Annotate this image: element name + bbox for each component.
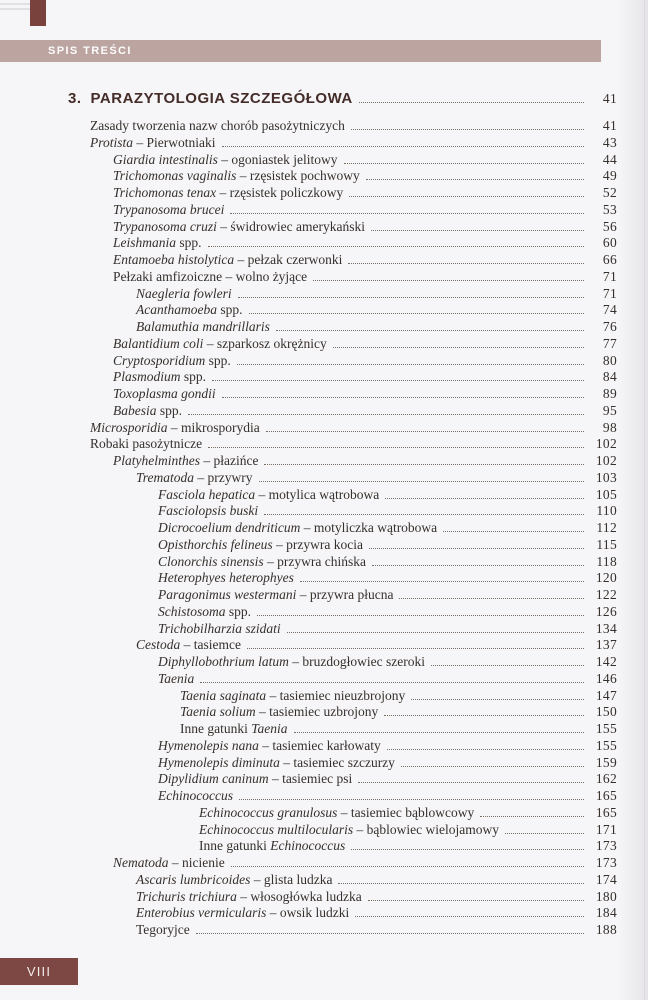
toc-entry-page: 165: [595, 788, 617, 803]
dotted-leader: [237, 364, 584, 365]
toc-entry[interactable]: [0, 302, 617, 319]
dotted-leader: [480, 816, 584, 817]
toc-entry-title: Schistosoma spp.: [158, 603, 252, 619]
toc-entry-page: 155: [595, 721, 617, 736]
toc-entry-title: Naegleria fowleri: [136, 285, 232, 301]
toc-entry-page: 110: [596, 503, 617, 519]
toc-entry[interactable]: [0, 838, 617, 855]
toc-entry-page: 66: [602, 252, 617, 267]
toc-entry-page: 173: [595, 855, 617, 870]
toc-entry[interactable]: [0, 755, 617, 772]
toc-entry-title: Trematoda – przywry: [136, 469, 253, 485]
toc-entry-page: 103: [595, 469, 617, 485]
toc-entry-page: 71: [602, 285, 617, 301]
toc-entry[interactable]: [0, 855, 617, 872]
toc-entry[interactable]: [0, 336, 617, 353]
toc-entry-title: Entamoeba histolytica – pełzak czerwonki: [113, 252, 343, 267]
toc-entry-page: 43: [602, 134, 617, 150]
toc-entry[interactable]: [0, 453, 617, 470]
dotted-leader: [372, 565, 584, 566]
dotted-leader: [259, 481, 585, 482]
toc-entry-title: Diphyllobothrium latum – bruzdogłowiec szeroki: [158, 654, 425, 669]
chapter-page-number: 41: [602, 91, 617, 106]
dotted-leader: [371, 230, 584, 231]
toc-entry[interactable]: [0, 168, 617, 185]
toc-entry-title: Inne gatunki Taenia: [180, 721, 288, 736]
toc-entry-page: 173: [595, 838, 617, 854]
toc-entry-page: 76: [602, 319, 617, 334]
toc-entry-page: 52: [602, 185, 617, 200]
toc-entry-page: 77: [602, 335, 617, 351]
dotted-leader: [344, 163, 585, 164]
dotted-leader: [212, 380, 584, 381]
toc-entry[interactable]: [0, 721, 617, 738]
dotted-leader: [230, 213, 584, 214]
toc-entry-page: 41: [602, 118, 617, 133]
toc-entry-page: 137: [595, 637, 617, 653]
toc-entry-title: Echinococcus multilocularis – bąblowiec wielojamowy: [199, 821, 499, 837]
toc-entry[interactable]: [0, 403, 617, 420]
toc-entry[interactable]: [0, 537, 617, 554]
toc-entry[interactable]: [0, 905, 617, 922]
toc-entry-page: 71: [602, 268, 617, 284]
toc-entry[interactable]: [0, 235, 617, 252]
toc-entry-page: 102: [595, 453, 617, 468]
dotted-leader: [387, 749, 584, 750]
toc-entry[interactable]: [0, 554, 617, 571]
toc-entry-page: 102: [595, 436, 617, 452]
page-number-label: VIII: [26, 964, 52, 979]
toc-entry-page: 95: [602, 402, 617, 418]
toc-entry-page: 159: [595, 754, 617, 770]
toc-entry[interactable]: [0, 604, 617, 621]
dotted-leader: [208, 447, 584, 448]
toc-entry[interactable]: [0, 771, 617, 788]
dotted-leader: [338, 883, 584, 884]
toc-entry-page: 162: [595, 771, 617, 787]
toc-entry-title: Ascaris lumbricoides – glista ludzka: [136, 871, 333, 887]
toc-entry-page: 150: [595, 704, 617, 720]
toc-entry[interactable]: [0, 386, 617, 403]
toc-entry-page: 49: [602, 168, 617, 184]
toc-entry-title: Trichomonas tenax – rzęsistek policzkowy: [113, 185, 344, 200]
toc-entry-page: 165: [595, 804, 617, 820]
toc-entry-title: Echinococcus granulosus – tasiemiec bąblowcowy: [199, 804, 475, 820]
toc-entry[interactable]: [0, 570, 617, 587]
toc-entry[interactable]: [0, 654, 617, 671]
dotted-leader: [385, 498, 584, 499]
toc-entry[interactable]: [0, 135, 617, 152]
dotted-leader: [247, 648, 584, 649]
toc-entry[interactable]: [0, 369, 617, 386]
dotted-leader: [300, 581, 584, 582]
toc-entry-page: 188: [595, 922, 617, 937]
toc-entry-title: Dicrocoelium dendriticum – motyliczka wątrobowa: [158, 520, 438, 535]
dotted-leader: [222, 397, 584, 398]
dotted-leader: [222, 146, 584, 147]
toc-entry-title: Cestoda – tasiemce: [136, 637, 241, 653]
toc-entry-title: Trichomonas vaginalis – rzęsistek pochwowy: [113, 168, 360, 184]
toc-entry[interactable]: [0, 671, 617, 688]
toc-entry-title: Protista – Pierwotniaki: [90, 134, 216, 150]
toc-entry[interactable]: [0, 470, 617, 487]
dotted-leader: [276, 330, 584, 331]
dotted-leader: [399, 598, 584, 599]
toc-entry-page: 120: [595, 570, 617, 586]
dotted-leader: [188, 414, 584, 415]
dotted-leader: [369, 548, 584, 549]
toc-entry-page: 146: [595, 670, 617, 686]
toc-entry[interactable]: [0, 269, 617, 286]
toc-entry-title: Fasciolopsis buski: [158, 503, 259, 519]
toc-chapter-entry[interactable]: [0, 89, 617, 108]
dotted-leader: [287, 632, 584, 633]
toc-entry-title: Paragonimus westermani – przywra płucna: [158, 587, 394, 602]
toc-entry-page: 155: [595, 737, 617, 753]
toc-entry-title: Heterophyes heterophyes: [158, 570, 294, 586]
toc-entry-page: 126: [595, 603, 617, 619]
dotted-leader: [294, 732, 585, 733]
toc-entry[interactable]: [0, 152, 617, 169]
toc-entry-title: Balantidium coli – szparkosz okrężnicy: [113, 335, 327, 351]
toc-entry-page: 112: [596, 520, 617, 535]
toc-entry-title: Plasmodium spp.: [113, 369, 207, 385]
toc-entry-page: 56: [602, 218, 617, 234]
toc-entry-title: Trypanosoma cruzi – świdrowiec amerykański: [113, 218, 365, 234]
toc-entry-page: 122: [595, 587, 617, 602]
toc-entry-title: Opisthorchis felineus – przywra kocia: [158, 536, 363, 552]
dotted-leader: [333, 347, 584, 348]
toc-entry[interactable]: [0, 688, 617, 705]
toc-entry[interactable]: [0, 185, 617, 202]
toc-entry-page: 174: [595, 871, 617, 887]
dotted-leader: [359, 102, 584, 103]
toc-entry[interactable]: [0, 922, 617, 939]
toc-entry-title: Microsporidia – mikrosporydia: [90, 419, 260, 435]
dotted-leader: [349, 196, 584, 197]
dotted-leader: [384, 715, 584, 716]
toc-entry[interactable]: [0, 637, 617, 654]
toc-entry-page: 184: [595, 905, 617, 921]
dotted-leader: [239, 799, 584, 800]
toc-entry-title: Robaki pasożytnicze: [90, 436, 203, 452]
chapter-number: 3.: [68, 90, 82, 107]
toc-entry-title: Inne gatunki Echinococcus: [199, 838, 346, 854]
toc-entry-page: 89: [602, 386, 617, 401]
dotted-leader: [348, 263, 584, 264]
toc-entry-title: Babesia spp.: [113, 402, 183, 418]
toc-entry-page: 134: [595, 620, 617, 636]
toc-entry-title: Trichuris trichiura – włosogłówka ludzka: [136, 888, 362, 904]
toc-entry-title: Trypanosoma brucei: [113, 201, 225, 217]
toc-list: [0, 118, 617, 939]
toc-entry-title: Giardia intestinalis – ogoniastek jelitowy: [113, 151, 338, 167]
toc-entry[interactable]: [0, 520, 617, 537]
toc-entry-title: Taenia solium – tasiemiec uzbrojony: [180, 704, 379, 720]
dotted-leader: [505, 833, 584, 834]
dotted-leader: [351, 849, 584, 850]
toc-entry-title: Taenia: [158, 670, 195, 686]
toc-entry[interactable]: [0, 704, 617, 721]
dotted-leader: [200, 682, 584, 683]
toc-entry[interactable]: [0, 872, 617, 889]
toc-entry[interactable]: [0, 219, 617, 236]
dotted-leader: [264, 464, 584, 465]
toc-entry-title: Dipylidium caninum – tasiemiec psi: [158, 771, 353, 787]
toc-entry-page: 171: [595, 821, 617, 837]
toc-entry-title: Fasciola hepatica – motylica wątrobowa: [158, 486, 380, 502]
toc-entry[interactable]: [0, 286, 617, 303]
dotted-leader: [401, 766, 584, 767]
toc-entry-title: Taenia saginata – tasiemiec nieuzbrojony: [180, 687, 406, 703]
toc-entry-title: Clonorchis sinensis – przywra chińska: [158, 553, 366, 569]
toc-entry-title: Acanthamoeba spp.: [136, 302, 243, 318]
toc-entry-page: 142: [595, 654, 617, 669]
dotted-leader: [238, 297, 584, 298]
toc-entry-page: 180: [595, 888, 617, 904]
toc-entry[interactable]: [0, 487, 617, 504]
dotted-leader: [208, 246, 584, 247]
toc-entry-page: 84: [602, 369, 617, 385]
page-edge-line: [644, 0, 645, 1000]
toc-entry-title: Leishmania spp.: [113, 235, 202, 251]
toc-entry-page: 147: [595, 687, 617, 703]
toc-entry-title: Balamuthia mandrillaris: [136, 319, 270, 334]
toc-entry-title: Hymenolepis diminuta – tasiemiec szczurzy: [158, 754, 395, 770]
toc-entry-page: 115: [596, 536, 617, 552]
toc-entry-page: 98: [602, 419, 617, 435]
toc-entry[interactable]: [0, 252, 617, 269]
dotted-leader: [313, 280, 584, 281]
toc-entry-title: Pełzaki amfizoiczne – wolno żyjące: [113, 268, 308, 284]
dotted-leader: [231, 866, 584, 867]
page-number-box: [0, 958, 78, 985]
toc-entry-page: 105: [595, 486, 617, 502]
toc-entry-title: Platyhelminthes – płazińce: [113, 453, 259, 468]
toc-entry-title: Enterobius vermicularis – owsik ludzki: [136, 905, 350, 921]
dotted-leader: [411, 699, 584, 700]
chapter-title: PARAZYTOLOGIA SZCZEGÓŁOWA: [90, 90, 353, 107]
toc-entry-title: Trichobilharzia szidati: [158, 620, 281, 636]
toc-entry[interactable]: [0, 738, 617, 755]
toc: [0, 89, 617, 939]
chapter-thumb-tab: [30, 0, 46, 26]
toc-entry[interactable]: [0, 805, 617, 822]
dotted-leader: [358, 782, 584, 783]
toc-entry[interactable]: [0, 587, 617, 604]
toc-entry-title: Zasady tworzenia nazw chorób pasożytniczych: [90, 118, 345, 133]
toc-entry-title: Toxoplasma gondii: [113, 386, 216, 401]
dotted-leader: [366, 179, 584, 180]
toc-entry[interactable]: [0, 621, 617, 638]
toc-entry[interactable]: [0, 436, 617, 453]
dotted-leader: [368, 900, 584, 901]
toc-entry[interactable]: [0, 319, 617, 336]
toc-entry-page: 80: [602, 352, 617, 368]
toc-entry[interactable]: [0, 202, 617, 219]
dotted-leader: [264, 514, 584, 515]
header-title: SPIS TREŚCI: [48, 45, 132, 57]
dotted-leader: [266, 431, 584, 432]
toc-entry-title: Echinococcus: [158, 788, 233, 803]
dotted-leader: [351, 129, 584, 130]
header-bar: [0, 40, 601, 62]
toc-entry-page: 44: [602, 151, 617, 167]
toc-entry[interactable]: [0, 420, 617, 437]
toc-entry-page: 118: [596, 553, 617, 569]
dotted-leader: [431, 665, 584, 666]
toc-entry[interactable]: [0, 822, 617, 839]
toc-entry-title: Cryptosporidium spp.: [113, 352, 231, 368]
dotted-leader: [257, 615, 584, 616]
toc-entry-page: 53: [602, 201, 617, 217]
dotted-leader: [355, 916, 584, 917]
toc-entry[interactable]: [0, 118, 617, 135]
toc-entry-title: Tegoryjce: [136, 922, 190, 937]
dotted-leader: [249, 313, 585, 314]
toc-entry[interactable]: [0, 788, 617, 805]
dotted-leader: [443, 531, 584, 532]
toc-entry-page: 74: [602, 302, 617, 318]
toc-entry[interactable]: [0, 889, 617, 906]
toc-entry-page: 60: [602, 235, 617, 251]
toc-entry[interactable]: [0, 503, 617, 520]
toc-entry-title: Hymenolepis nana – tasiemiec karłowaty: [158, 737, 381, 753]
toc-entry[interactable]: [0, 353, 617, 370]
dotted-leader: [196, 933, 584, 934]
toc-entry-title: Nematoda – nicienie: [113, 855, 225, 870]
